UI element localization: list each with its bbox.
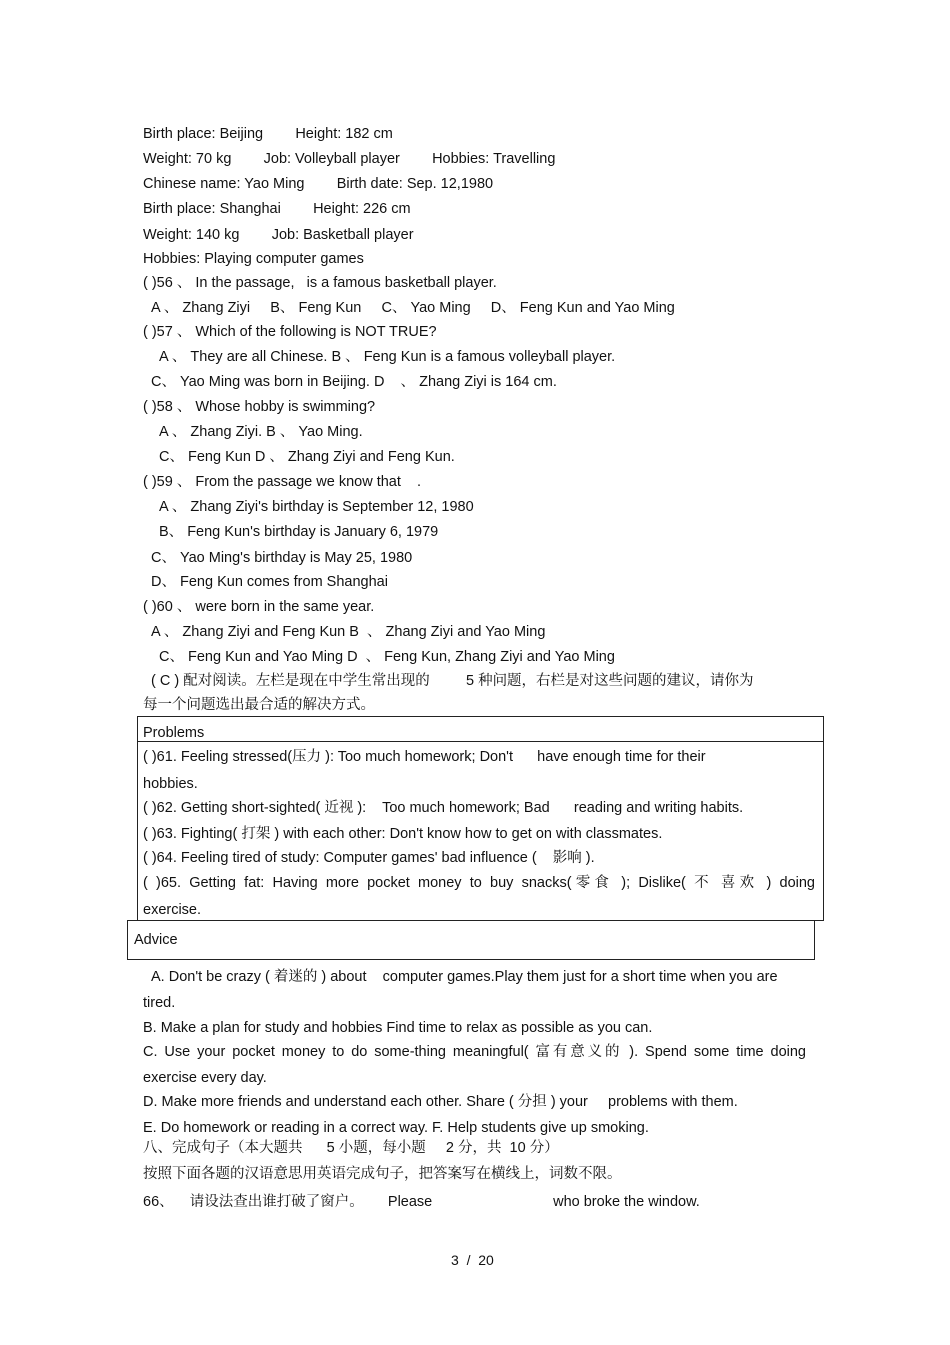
- profile-line: Birth place: Shanghai Height: 226 cm: [143, 201, 411, 217]
- section-8-title: 八、完成句子（本大题共 5 小题，每小题 2 分，共 10 分）: [143, 1140, 559, 1156]
- advice-header: Advice: [134, 932, 178, 948]
- problems-header: Problems: [143, 725, 205, 741]
- section-8-instruction: 按照下面各题的汉语意思用英语完成句子，把答案写在横线上，词数不限。: [143, 1166, 622, 1182]
- problem-65: ( )65. Getting fat: Having more pocket money to buy snacks(零食 ); Dislike( 不 喜欢 ) doing: [143, 875, 815, 891]
- profile-line: Weight: 140 kg Job: Basketball player: [143, 227, 414, 243]
- problem-62: ( )62. Getting short-sighted( 近视 ): Too much homework; Bad reading and writing habits.: [143, 800, 744, 816]
- advice-a-cont: tired.: [143, 995, 176, 1011]
- problem-64: ( )64. Feeling tired of study: Computer games' bad influence ( 影响 ).: [143, 850, 595, 866]
- profile-line: Weight: 70 kg Job: Volleyball player Hobbies: Travelling: [143, 151, 556, 167]
- question-58-option-cd: C、 Feng Kun D 、 Zhang Ziyi and Feng Kun.: [159, 449, 455, 465]
- advice-d: D. Make more friends and understand each other. Share ( 分担 ) your problems with them.: [143, 1094, 738, 1110]
- question-59-option-d: D、 Feng Kun comes from Shanghai: [151, 574, 388, 590]
- question-58-option-ab: A 、 Zhang Ziyi. B 、 Yao Ming.: [159, 424, 363, 440]
- problem-61: ( )61. Feeling stressed(压力 ): Too much homework; Don't have enough time for their: [143, 749, 706, 765]
- question-60-option-ab: A 、 Zhang Ziyi and Feng Kun B 、 Zhang Ziyi and Yao Ming: [151, 624, 546, 640]
- section-c-instruction-cont: 每一个问题选出最合适的解决方式。: [143, 697, 375, 713]
- question-59-option-c: C、 Yao Ming's birthday is May 25, 1980: [151, 550, 413, 566]
- profile-line: Chinese name: Yao Ming Birth date: Sep. 12,1980: [143, 176, 494, 192]
- question-59-option-a: A 、 Zhang Ziyi's birthday is September 12, 1980: [159, 499, 474, 515]
- profile-line: Birth place: Beijing Height: 182 cm: [143, 126, 393, 142]
- advice-a: A. Don't be crazy ( 着迷的 ) about computer games.Play them just for a short time when you are: [151, 969, 778, 985]
- question-66: 66、 请设法查出谁打破了窗户。 Please who broke the window.: [143, 1194, 700, 1210]
- question-57-option-cd: C、 Yao Ming was born in Beijing. D 、 Zhang Ziyi is 164 cm.: [151, 374, 557, 390]
- question-57: ( )57 、 Which of the following is NOT TRUE?: [143, 324, 437, 340]
- problem-65-cont: exercise.: [143, 902, 202, 918]
- question-60: ( )60 、 were born in the same year.: [143, 599, 375, 615]
- section-c-instruction: ( C ) 配对阅读。左栏是现在中学生常出现的 5 种问题，右栏是对这些问题的建议，请你为: [151, 673, 754, 689]
- advice-ef: E. Do homework or reading in a correct way. F. Help students give up smoking.: [143, 1120, 649, 1136]
- question-58: ( )58 、 Whose hobby is swimming?: [143, 399, 376, 415]
- advice-header-box: [127, 920, 815, 960]
- question-60-option-cd: C、 Feng Kun and Yao Ming D 、 Feng Kun, Zhang Ziyi and Yao Ming: [159, 649, 615, 665]
- question-56-options: A 、 Zhang Ziyi B、 Feng Kun C、 Yao Ming D、 Feng Kun and Yao Ming: [151, 300, 675, 316]
- profile-line: Hobbies: Playing computer games: [143, 251, 364, 267]
- advice-c-cont: exercise every day.: [143, 1070, 267, 1086]
- question-57-option-ab: A 、 They are all Chinese. B 、 Feng Kun is a famous volleyball player.: [159, 349, 616, 365]
- advice-c: C. Use your pocket money to do some-thing meaningful( 富有意义的 ). Spend some time doing: [143, 1044, 806, 1060]
- question-59-option-b: B、 Feng Kun's birthday is January 6, 1979: [159, 524, 439, 540]
- question-56: ( )56 、 In the passage, is a famous basketball player.: [143, 275, 497, 291]
- problem-61-cont: hobbies.: [143, 776, 198, 792]
- problem-63: ( )63. Fighting( 打架 ) with each other: Don't know how to get on with classmates.: [143, 826, 663, 842]
- page-number: 3 / 20: [451, 1252, 494, 1268]
- problems-header-box: [137, 716, 824, 742]
- question-59: ( )59 、 From the passage we know that .: [143, 474, 422, 490]
- advice-b: B. Make a plan for study and hobbies Find time to relax as possible as you can.: [143, 1020, 653, 1036]
